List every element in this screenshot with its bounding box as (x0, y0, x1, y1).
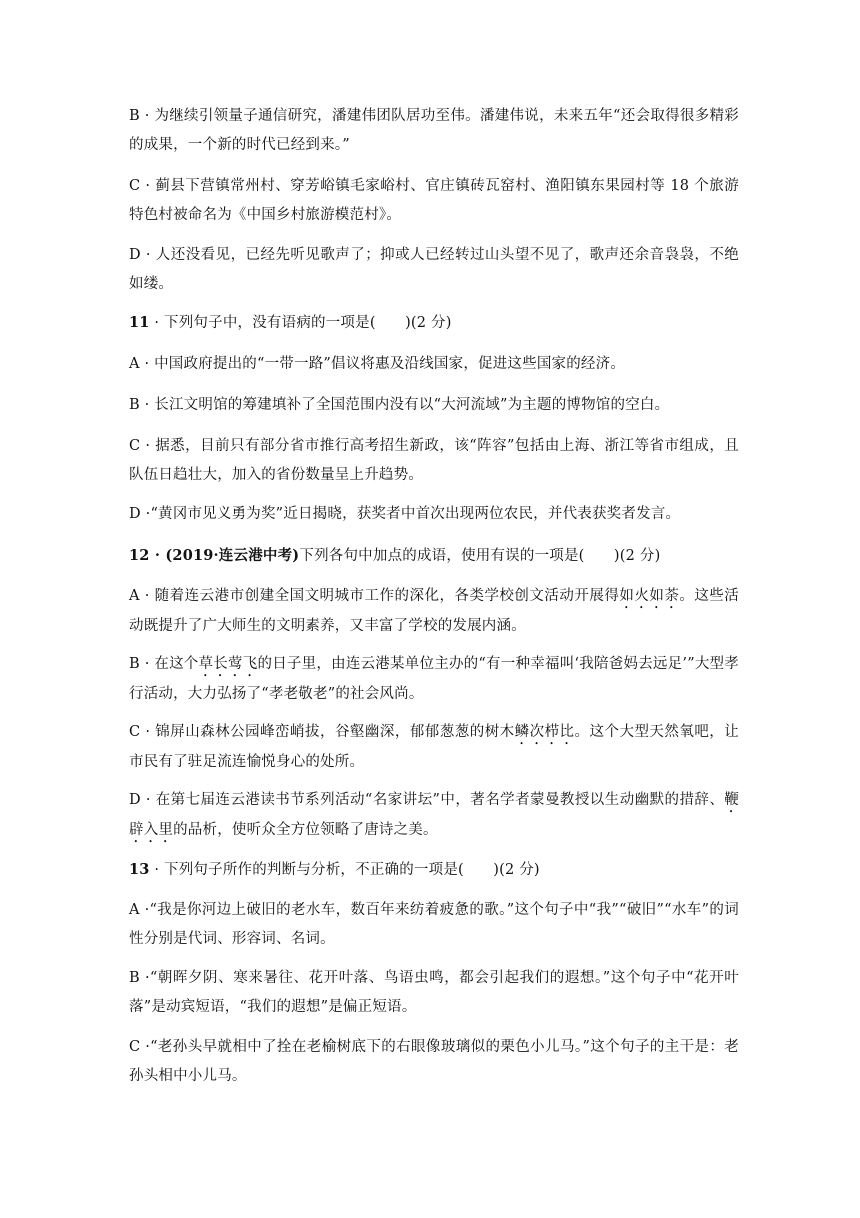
q11-option-a: A · 中国政府提出的“一带一路”倡议将惠及沿线国家，促进这些国家的经济。 (129, 356, 626, 372)
q13-stem (129, 855, 739, 885)
q10-option-d: D · 人还没看见，已经先听见歌声了；抑或人已经转过山头望不见了，歌声还余音袅袅，不绝如缕。 (129, 247, 739, 292)
q12-c-idiom: 鳞次栉比 (514, 724, 575, 740)
q12-c-text: C · 锦屏山森林公园峰峦峭拔，谷壑幽深，郁郁葱葱的树木 (129, 724, 515, 740)
q12-stem (129, 541, 739, 571)
q12-option-d (129, 786, 739, 846)
q12-option-a (129, 582, 739, 641)
q12-a-text-end: 。这些活动既提升了广大师生的文明素养，又丰富了学校的发展内涵。 (129, 588, 739, 634)
q13-stem-text: · 下列句子所作的判断与分析，不正确的一项是( )(2 分) (149, 862, 540, 878)
q13-number: 13 (129, 861, 150, 878)
q12-option-c (129, 718, 739, 777)
q13-option-a: A ·“我是你河边上破旧的老水车，数百年来纺着疲惫的歌。”这个句子中“我”“破旧”“水车”的词性分别是代词、形容词、名词。 (129, 902, 739, 947)
q11-stem (129, 308, 739, 338)
q12-option-b (129, 650, 739, 709)
q12-b-text: B · 在这个 (129, 656, 199, 672)
q12-b-text-end: 的日子里，由连云港某单位主办的“有一种幸福叫‘我陪爸妈去远足’”大型孝行活动，大力弘扬了“孝老敬老”的社会风尚。 (129, 656, 739, 702)
q13-option-c: C ·“老孙头早就相中了拴在老榆树底下的右眼像玻璃似的栗色小儿马。”这个句子的主干是：老孙头相中小儿马。 (129, 1039, 739, 1084)
q11-option-d: D ·“黄冈市见义勇为奖”近日揭晓，获奖者中首次出现两位农民，并代表获奖者发言。 (129, 506, 681, 522)
q12-d-text-end: 的品析，使听众全方位领略了唐诗之美。 (173, 822, 438, 838)
q12-d-idiom: 鞭辟入里 (129, 792, 739, 838)
q12-stem-text: 下列各句中加点的成语，使用有误的一项是( )(2 分) (299, 548, 661, 564)
q12-source: · (2019·连云港中考) (149, 547, 300, 564)
q11-option-b: B · 长江文明馆的筹建填补了全国范围内没有以“大河流域”为主题的博物馆的空白。 (129, 397, 670, 413)
q13-option-b: B ·“朝晖夕阴、寒来暑往、花开叶落、鸟语虫鸣，都会引起我们的遐想。”这个句子中“花开叶落”是动宾短语，“我们的遐想”是偏正短语。 (129, 970, 739, 1015)
q10-option-b: B · 为继续引领量子通信研究，潘建伟团队居功至伟。潘建伟说，未来五年“还会取得很多精彩的成果，一个新的时代已经到来。” (129, 108, 739, 153)
q11-stem-text: · 下列句子中，没有语病的一项是( )(2 分) (149, 315, 452, 331)
q11-number: 11 (129, 314, 150, 331)
q12-d-text: D · 在第七届连云港读书节系列活动“名家讲坛”中，著名学者蒙曼教授以生动幽默的措辞、 (129, 792, 725, 808)
q12-a-text: A · 随着连云港市创建全国文明城市工作的深化，各类学校创文活动开展得 (129, 588, 620, 604)
q12-a-idiom: 如火如荼 (619, 588, 680, 604)
q10-option-c: C · 蓟县下营镇常州村、穿芳峪镇毛家峪村、官庄镇砖瓦窑村、渔阳镇东果园村等 18 个旅游特色村被命名为《中国乡村旅游模范村》。 (129, 178, 739, 223)
q12-number: 12 (129, 547, 150, 564)
q11-option-c: C · 据悉，目前只有部分省市推行高考招生新政，该“阵容”包括由上海、浙江等省市组成，且队伍日趋壮大，加入的省份数量呈上升趋势。 (129, 438, 739, 483)
q12-b-idiom: 草长莺飞 (198, 656, 258, 672)
q12-c-text-end: 。这个大型天然氧吧，让市民有了驻足流连愉悦身心的处所。 (129, 724, 739, 770)
